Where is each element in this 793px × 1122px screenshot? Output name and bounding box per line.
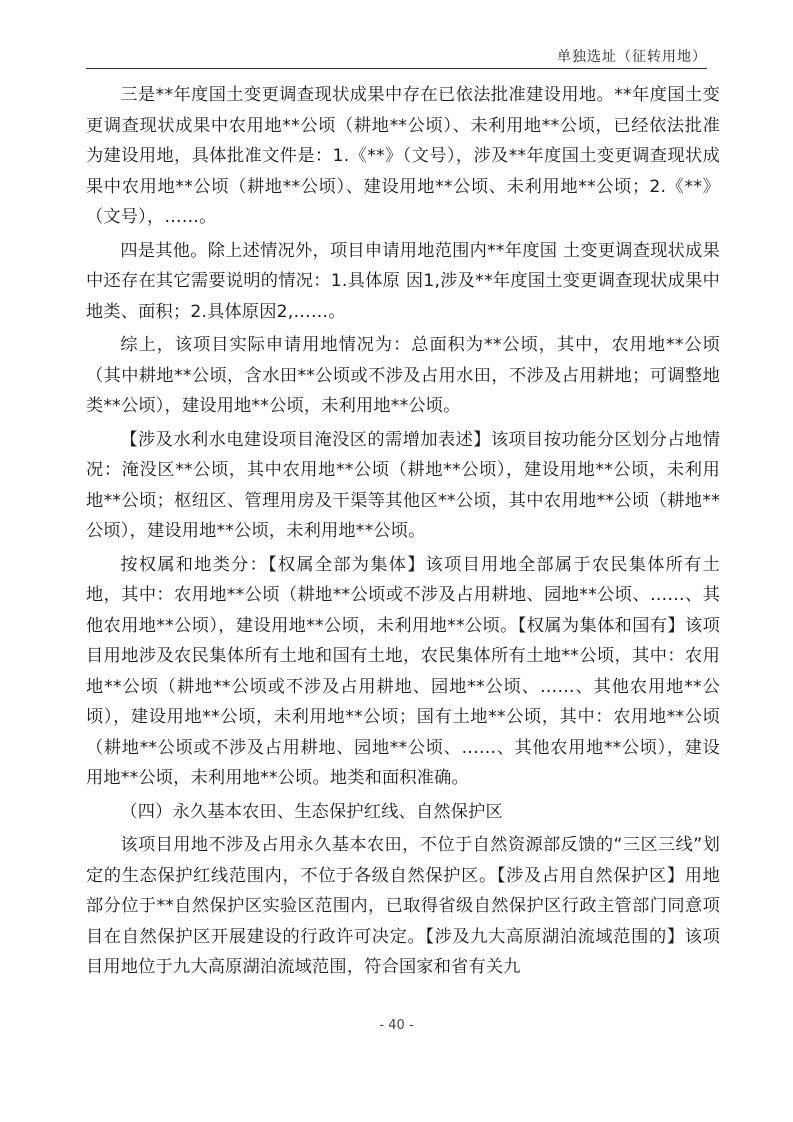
paragraph-legally-approved-land: 三是**年度国土变更调查现状成果中存在已依法批准建设用地。**年度国土变更调查现状成果中农用地**公顷（耕地**公顷）、未利用地**公顷，已经依法批准为建设用地，具体批准文件是：1.《**》（文号），涉及**年度国土变更调查现状成果中农用地**公顷（耕地**公顷）、建设用地**公顷、未利用地**公顷；2.《**》（文号），……。	[86, 85, 720, 227]
paragraph-hydropower-inundation: 【涉及水利水电建设项目淹没区的需增加表述】该项目按功能分区划分占地情况：淹没区**公顷，其中农用地**公顷（耕地**公顷），建设用地**公顷，未利用地**公顷；枢纽区、管理用房及干渠等其他区**公顷，其中农用地**公顷（耕地**公顷），建设用地**公顷，未利用地**公顷。	[86, 429, 720, 541]
paragraph-basic-farmland: 该项目用地不涉及占用永久基本农田，不位于自然资源部反馈的“三区三线”划定的生态保护红线范围内，不位于各级自然保护区。【涉及占用自然保护区】用地部分位于**自然保护区实验区范围内，已取得省级自然保护区行政主管部门同意项目在自然保护区开展建设的行政许可决定。【涉及九大高原湖泊流域范围的】该项目用地位于九大高原湖泊流域范围，符合国家和省有关九	[86, 835, 720, 977]
page-header	[86, 42, 707, 69]
paragraph-other-situations: 四是其他。除上述情况外，项目申请用地范围内**年度国 土变更调查现状成果中还存在其它需要说明的情况：1.具体原 因1,涉及**年度国土变更调查现状成果中地类、面积；2.具体原因2,……。	[86, 240, 720, 322]
paragraph-summary: 综上，该项目实际申请用地情况为：总面积为**公顷，其中，农用地**公顷（其中耕地**公顷，含水田**公顷或不涉及占用水田，不涉及占用耕地；可调整地类**公顷），建设用地**公顷，未利用地**公顷。	[86, 335, 720, 416]
document-body	[86, 80, 720, 983]
section-heading-basic-farmland: （四）永久基本农田、生态保护红线、自然保护区	[120, 801, 503, 822]
page-number: - 40 -	[379, 1018, 414, 1033]
paragraph-ownership-land-type: 按权属和地类分：【权属全部为集体】该项目用地全部属于农民集体所有土地，其中：农用地**公顷（耕地**公顷或不涉及占用耕地、园地**公顷、……、其他农用地**公顷），建设用地**公顷，未利用地**公顷。【权属为集体和国有】该项目用地涉及农民集体所有土地和国有土地，农民集体所有土地**公顷，其中：农用地**公顷（耕地**公顷或不涉及占用耕地、园地**公顷、……、其他农用地**公顷），建设用地**公顷，未利用地**公顷；国有土地**公顷，其中：农用地**公顷（耕地**公顷或不涉及占用耕地、园地**公顷、……、其他农用地**公顷），建设用地**公顷，未利用地**公顷。地类和面积准确。	[86, 554, 720, 788]
header-title: 单独选址（征转用地）	[557, 49, 707, 65]
